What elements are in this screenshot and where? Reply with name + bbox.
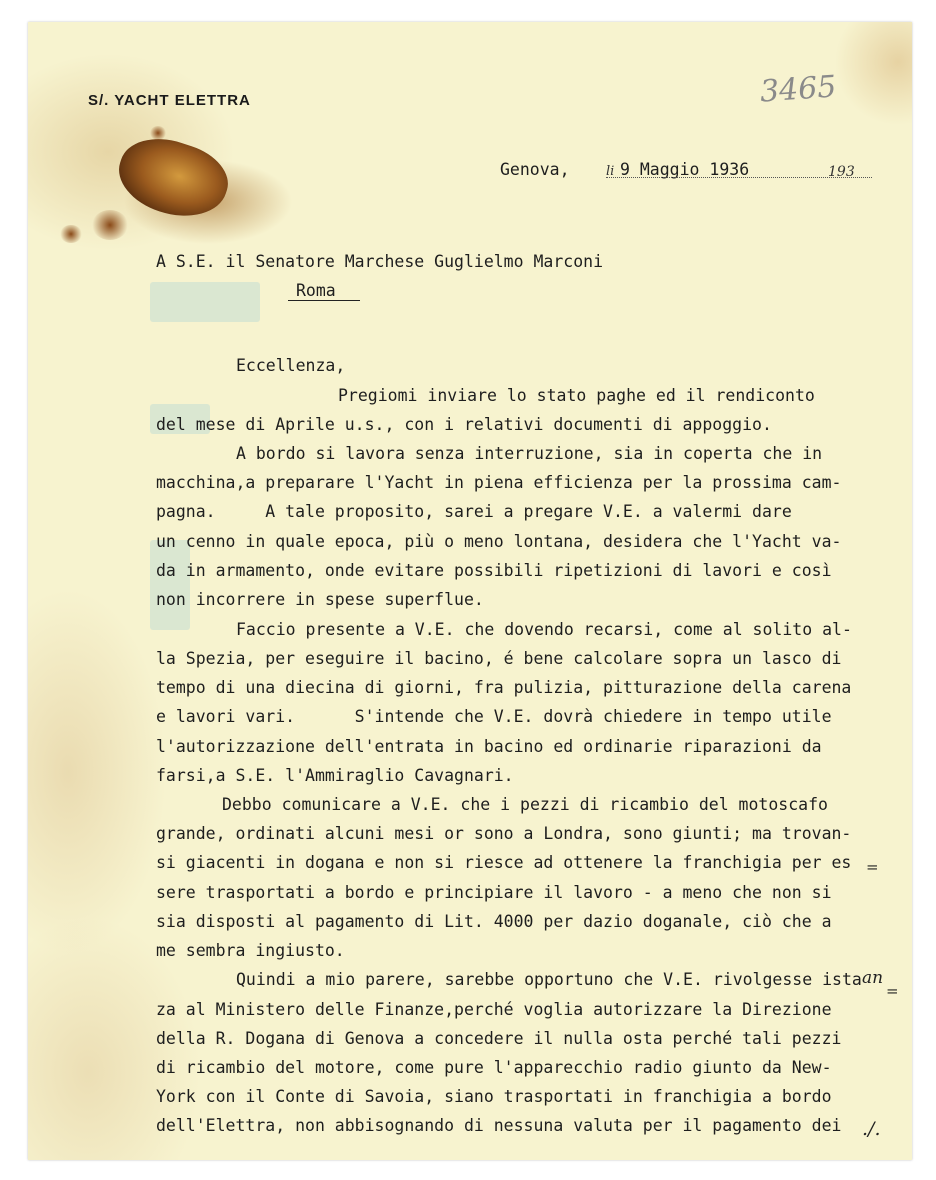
body-line: del mese di Aprile u.s., con i relativi documenti di appoggio. (156, 415, 772, 434)
date-place: Genova, (500, 160, 570, 179)
body-line: za al Ministero delle Finanze,perché voglia autorizzare la Direzione (156, 1000, 832, 1019)
stain-spot (92, 210, 128, 240)
body-line: e lavori vari. S'intende che V.E. dovrà chiedere in tempo utile (156, 707, 832, 726)
handwritten-an: an (862, 968, 884, 988)
body-line: si giacenti in dogana e non si riesce ad ottenere la franchigia per es (156, 853, 852, 872)
body-line: York con il Conte di Savoia, siano trasportati in franchigia a bordo (156, 1087, 832, 1106)
date-li-label: li (606, 164, 615, 179)
body-line: pagna. A tale proposito, sarei a pregare V.E. a valermi dare (156, 502, 792, 521)
hyphen-mark: = (866, 858, 879, 876)
body-line: sia disposti al pagamento di Lit. 4000 per dazio doganale, ciò che a (156, 912, 832, 931)
salutation: Eccellenza, (236, 356, 346, 375)
body-line: me sembra ingiusto. (156, 941, 345, 960)
body-line: l'autorizzazione dell'entrata in bacino ed ordinarie riparazioni da (156, 737, 822, 756)
stain-spot (60, 225, 82, 243)
continuation-mark: ./. (862, 1118, 881, 1140)
city-underline (288, 300, 360, 301)
archive-number: 3465 (758, 69, 838, 110)
date-value: 9 Maggio 1936 (620, 160, 750, 179)
body-line: Faccio presente a V.E. che dovendo recarsi, come al solito al- (236, 620, 852, 639)
body-line: A bordo si lavora senza interruzione, sia in coperta che in (236, 444, 823, 463)
body-line: la Spezia, per eseguire il bacino, é bene calcolare sopra un lasco di (156, 649, 842, 668)
stain-spot (150, 126, 166, 140)
hyphen-mark: = (886, 982, 899, 1000)
body-line: non incorrere in spese superflue. (156, 590, 484, 609)
ink-offset (150, 282, 260, 322)
body-line: di ricambio del motore, come pure l'apparecchio radio giunto da New- (156, 1058, 832, 1077)
date-dotted-line (606, 177, 872, 178)
body-line: macchina,a preparare l'Yacht in piena efficienza per la prossima cam- (156, 473, 842, 492)
body-line: farsi,a S.E. l'Ammiraglio Cavagnari. (156, 766, 514, 785)
body-line: Debbo comunicare a V.E. che i pezzi di ricambio del motoscafo (222, 795, 828, 814)
body-line: Pregiomi inviare lo stato paghe ed il rendiconto (338, 386, 815, 405)
body-line: Quindi a mio parere, sarebbe opportuno che V.E. rivolgesse ista (236, 970, 862, 989)
body-line: un cenno in quale epoca, più o meno lontana, desidera che l'Yacht va- (156, 532, 842, 551)
body-line: sere trasportati a bordo e principiare il lavoro - a meno che non si (156, 883, 832, 902)
letterhead: S/. YACHT ELETTRA (88, 92, 251, 109)
date-year-printed: 193 (828, 164, 855, 180)
body-line: da in armamento, onde evitare possibili ripetizioni di lavori e così (156, 561, 832, 580)
body-line: tempo di una diecina di giorni, fra pulizia, pitturazione della carena (156, 678, 852, 697)
ink-offset (150, 540, 190, 630)
recipient-line: A S.E. il Senatore Marchese Guglielmo Marconi (156, 252, 604, 271)
body-line: dell'Elettra, non abbisognando di nessuna valuta per il pagamento dei (156, 1116, 842, 1135)
body-line: grande, ordinati alcuni mesi or sono a Londra, sono giunti; ma trovan- (156, 824, 852, 843)
body-line: della R. Dogana di Genova a concedere il nulla osta perché tali pezzi (156, 1029, 842, 1048)
recipient-city: Roma (296, 281, 336, 300)
